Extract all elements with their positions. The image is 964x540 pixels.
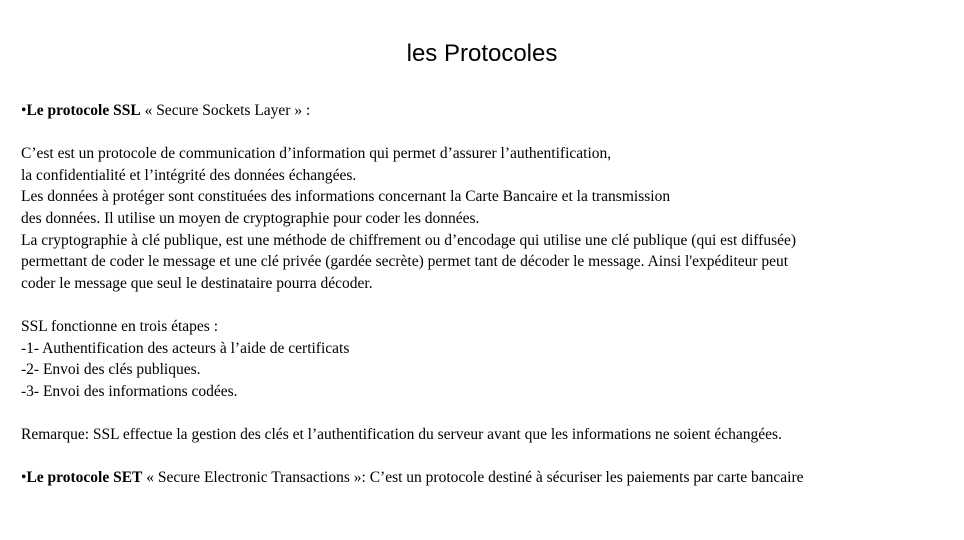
- slide-body: [21, 100, 956, 489]
- ssl-heading-bold: Le protocole SSL: [26, 102, 141, 119]
- ssl-step: -3- Envoi des informations codées.: [21, 382, 238, 400]
- spacer: [21, 402, 956, 424]
- ssl-remark: Remarque: SSL effectue la gestion des clés et l’authentification du serveur avant que les informations ne soient échangées.: [21, 425, 782, 443]
- set-heading: [21, 467, 956, 489]
- ssl-description-line: C’est est un protocole de communication d’information qui permet d’assurer l’authentification,: [21, 145, 612, 163]
- ssl-step: -2- Envoi des clés publiques.: [21, 361, 201, 379]
- ssl-description-line: coder le message que seul le destinataire pourra décoder.: [21, 274, 373, 292]
- ssl-step: -1- Authentification des acteurs à l’aide de certificats: [21, 339, 350, 357]
- spacer: [21, 122, 956, 144]
- ssl-description-line: des données. Il utilise un moyen de cryptographie pour coder les données.: [21, 209, 480, 227]
- ssl-description-line: La cryptographie à clé publique, est une méthode de chiffrement ou d’encodage qui utilise une clé publique (qui est diffusée): [21, 231, 797, 249]
- ssl-heading: [21, 100, 956, 122]
- ssl-description-line: permettant de coder le message et une clé privée (gardée secrète) permet tant de décoder le message. Ainsi l'expéditeur peut: [21, 253, 789, 271]
- ssl-heading-rest: « Secure Sockets Layer » :: [140, 102, 311, 119]
- set-heading-bold: Le protocole SET: [26, 469, 143, 487]
- spacer: [21, 294, 956, 316]
- bullet: •: [21, 102, 27, 119]
- slide-title: les Protocoles: [406, 40, 558, 67]
- ssl-description-line: la confidentialité et l’intégrité des données échangées.: [21, 166, 357, 184]
- ssl-description-line: Les données à protéger sont constituées des informations concernant la Carte Bancaire et la transmission: [21, 188, 671, 206]
- set-heading-rest: « Secure Electronic Transactions »: C’est un protocole destiné à sécuriser les paiements par carte bancaire: [142, 469, 804, 487]
- spacer: [21, 446, 956, 468]
- ssl-steps-intro: SSL fonctionne en trois étapes :: [21, 317, 219, 335]
- bullet: •: [21, 469, 27, 487]
